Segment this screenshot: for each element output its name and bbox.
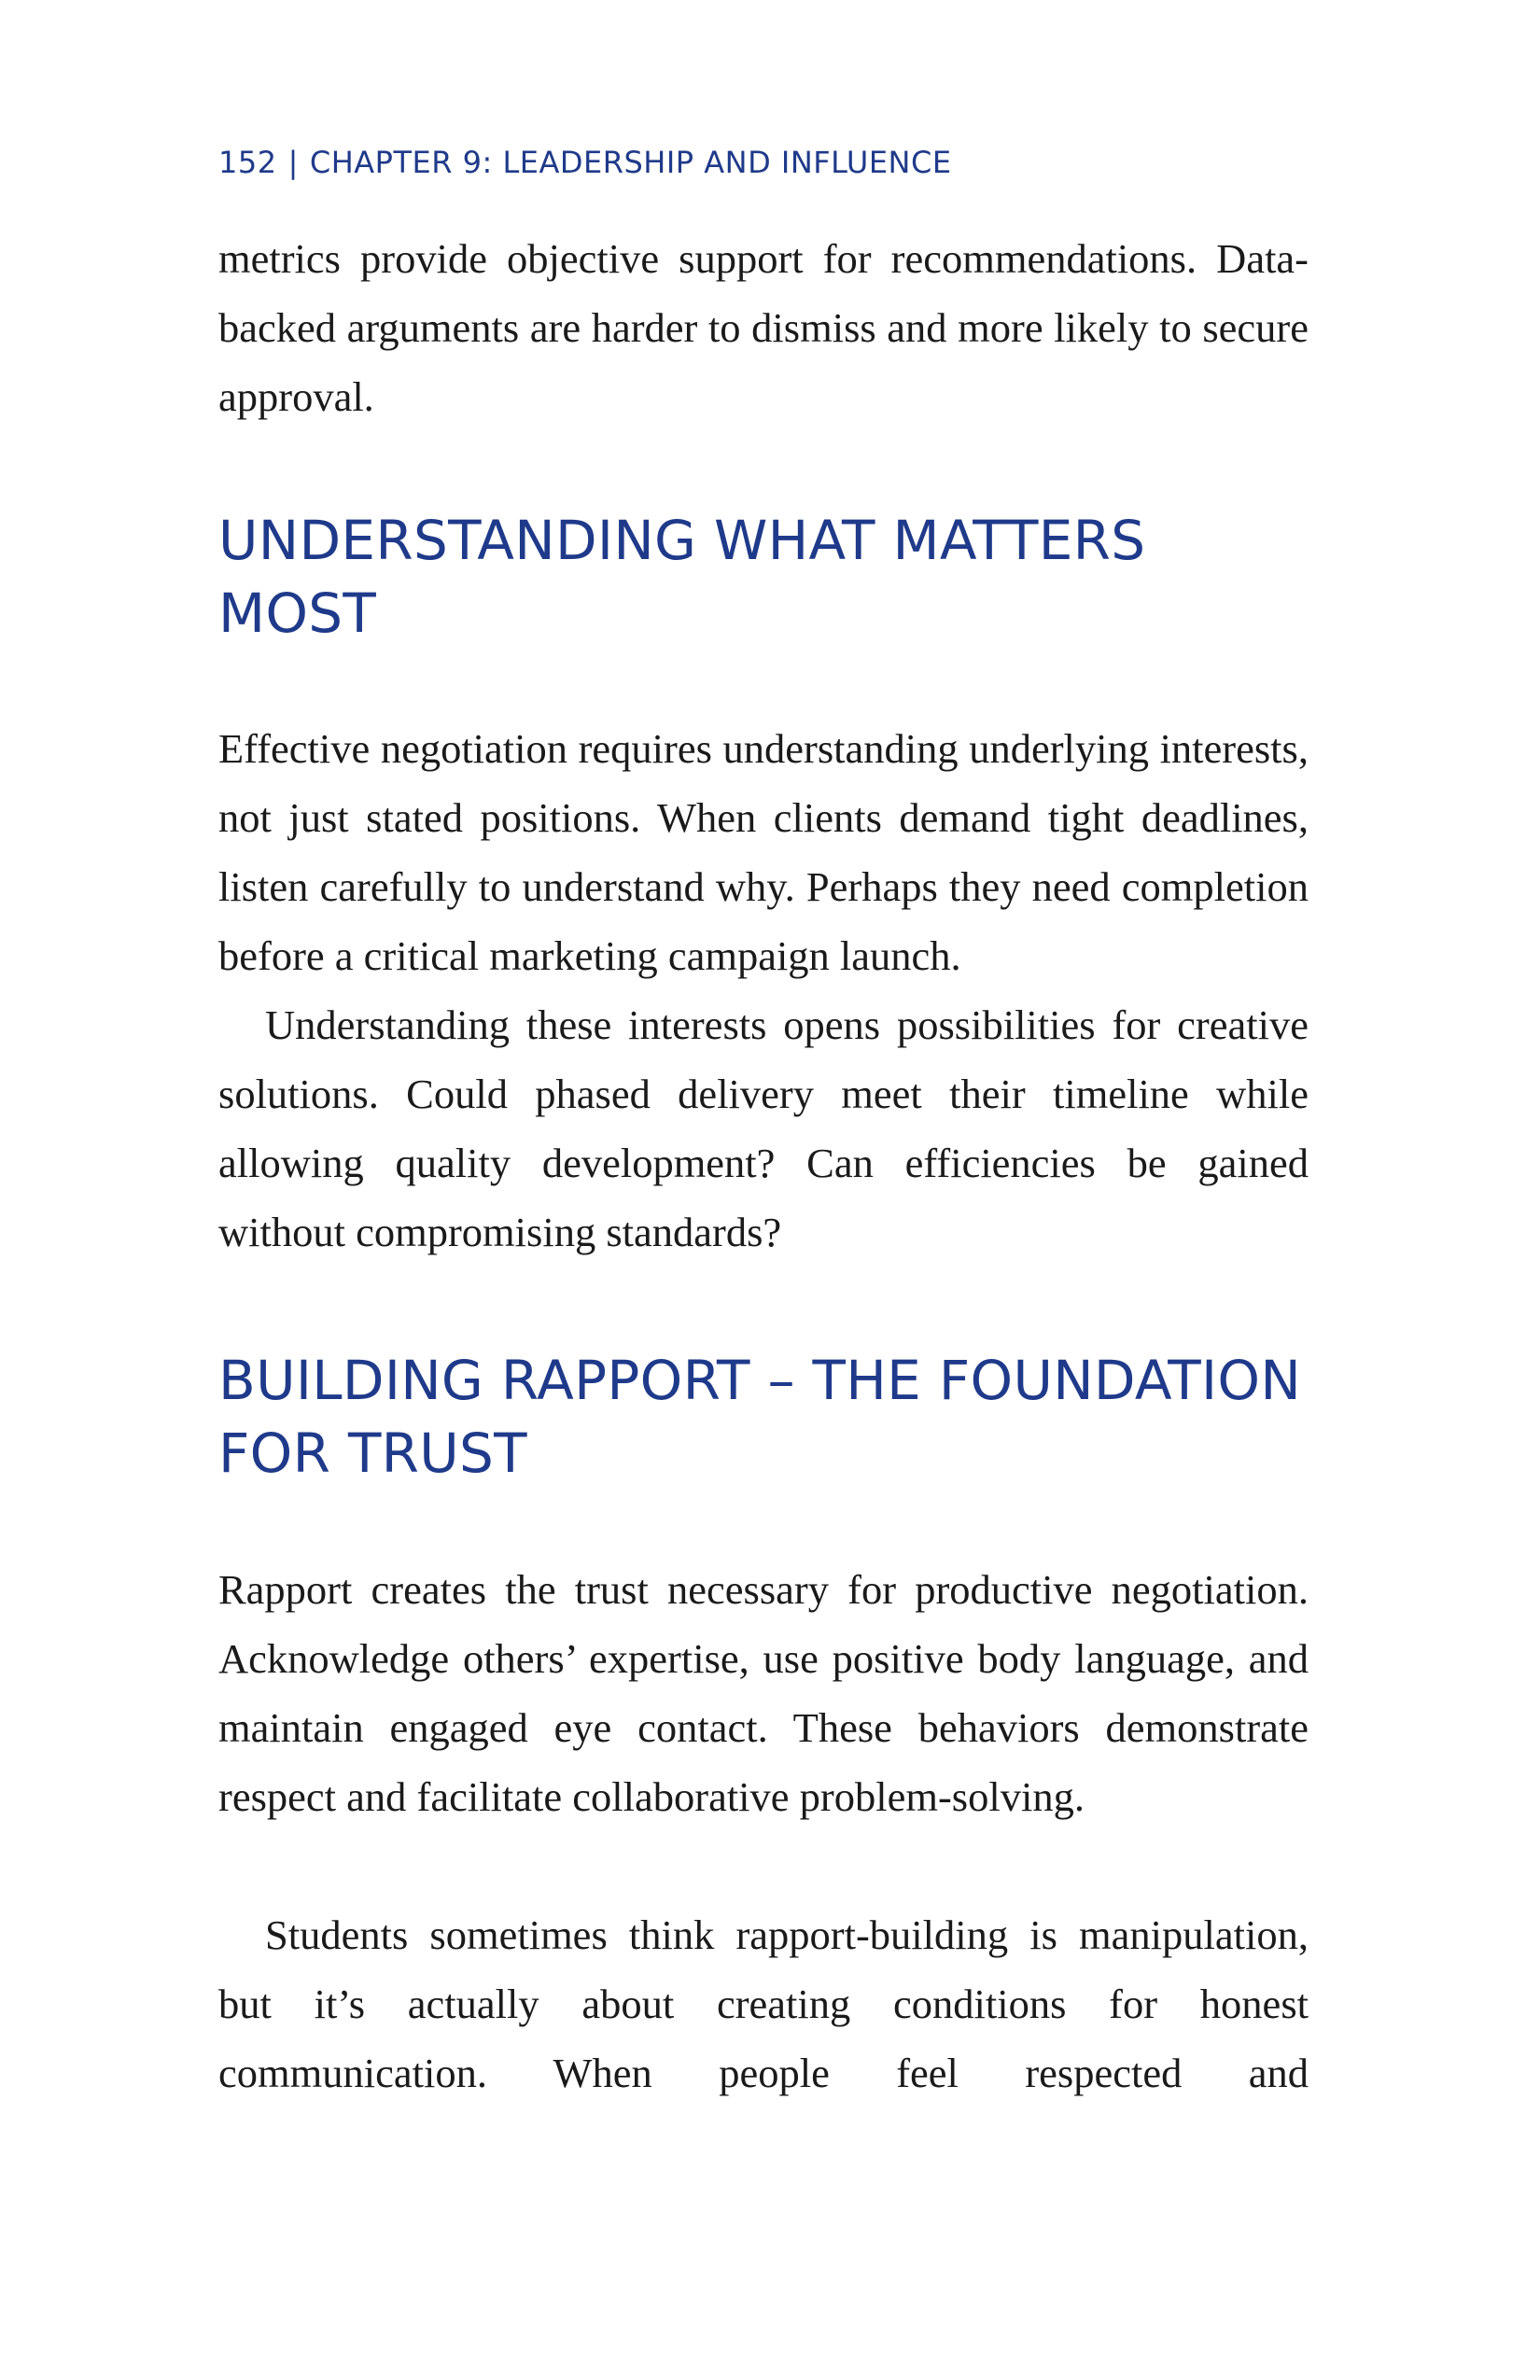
- chapter-title: CHAPTER 9: LEADERSHIP AND INFLUENCE: [309, 145, 952, 180]
- header-separator: |: [287, 145, 299, 180]
- paragraph-rapport: Rapport creates the trust necessary for productive negotiation. Acknowledge others’ expertise, use positive body language, and maintain engaged eye contact. These behaviors demonstrate respect and facilitate collaborative problem-solving.: [218, 1566, 1309, 1820]
- section-heading-rapport: BUILDING RAPPORT – THE FOUNDATION FOR TRUST: [218, 1349, 1302, 1485]
- running-header: [218, 145, 952, 180]
- section-heading-understanding: UNDERSTANDING WHAT MATTERS MOST: [218, 509, 1146, 645]
- paragraph-effective-negotiation: Effective negotiation requires understanding underlying interests, not just stated positions. When clients demand tight deadlines, listen carefully to understand why. Perhaps they need completion before a critical marketing campaign launch.: [218, 725, 1309, 979]
- paragraph-students: Students sometimes think rapport-building is manipulation, but it’s actually about creating conditions for honest communication. When people feel respected and: [218, 1911, 1309, 2096]
- page-number: 152: [218, 145, 277, 180]
- intro-paragraph: metrics provide objective support for recommendations. Data-backed arguments are harder to dismiss and more likely to secure approval.: [218, 235, 1309, 420]
- paragraph-understanding-interests: Understanding these interests opens possibilities for creative solutions. Could phased delivery meet their timeline while allowing quality development? Can efficiencies be gained without compromising standards?: [218, 1001, 1309, 1255]
